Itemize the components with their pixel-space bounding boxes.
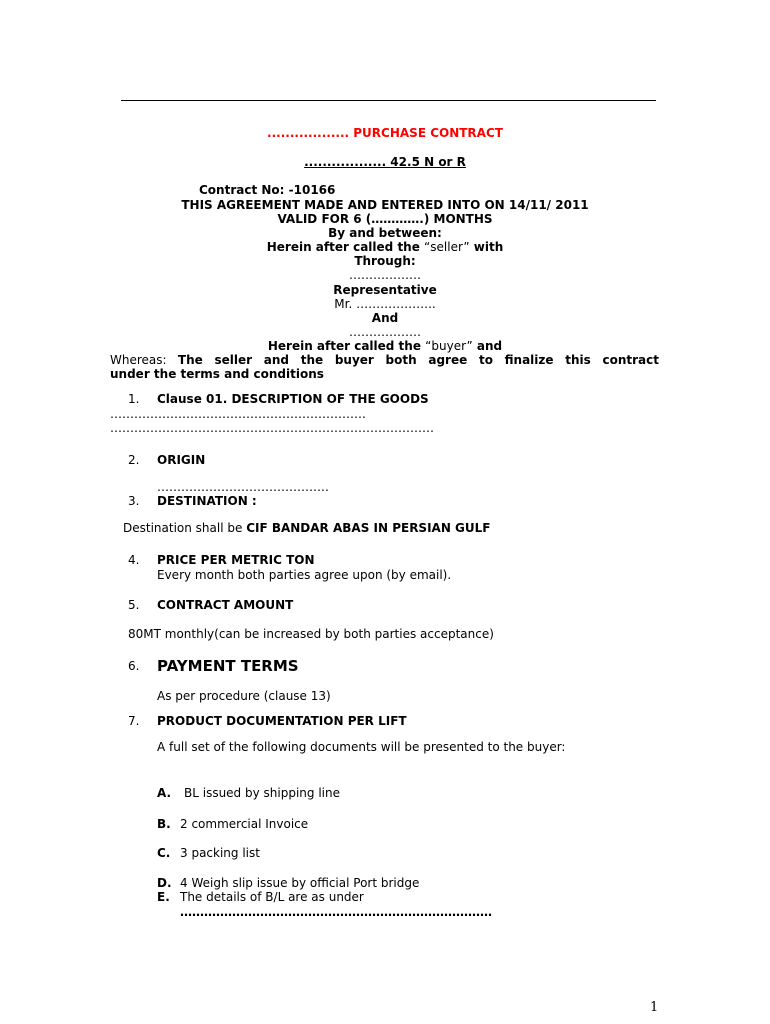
buyer-post: and [472, 339, 503, 353]
agreement-line: THIS AGREEMENT MADE AND ENTERED INTO ON 14/11/ 2011 [181, 198, 589, 212]
doc-b-letter: B. [157, 817, 171, 831]
contract-subtitle: .................. 42.5 N or R [304, 155, 466, 169]
clause-2-title: ORIGIN [157, 453, 206, 467]
clause-2-number: 2. [128, 453, 140, 467]
clause-5-number: 5. [128, 598, 140, 612]
seller-pre: Herein after called the [266, 240, 425, 254]
doc-c-letter: C. [157, 846, 171, 860]
clause-5-title: CONTRACT AMOUNT [157, 598, 294, 612]
buyer-pre: Herein after called the [267, 339, 426, 353]
doc-a-text: BL issued by shipping line [184, 786, 340, 800]
clause-3-title: DESTINATION : [157, 494, 257, 508]
seller-line [110, 240, 660, 254]
doc-c-text: 3 packing list [180, 846, 260, 860]
buyer-word: “buyer” [425, 339, 473, 353]
clause-7-title: PRODUCT DOCUMENTATION PER LIFT [157, 714, 407, 728]
whereas-text-1: The seller and the buyer both agree to finalize this contract [177, 353, 659, 367]
top-rule [121, 100, 656, 101]
whereas-line-2: under the terms and conditions [110, 367, 324, 381]
doc-a-letter: A. [157, 786, 172, 800]
through-dots: ……………… [349, 268, 421, 282]
representative-label: Representative [333, 283, 437, 297]
clause-1-title: Clause 01. DESCRIPTION OF THE GOODS [157, 392, 429, 406]
destination-pre: Destination shall be [123, 521, 247, 535]
through-label: Through: [354, 254, 416, 268]
doc-e-text: The details of B/L are as under [180, 890, 364, 904]
clause-3-text [123, 521, 491, 535]
clause-7-text: A full set of the following documents will be presented to the buyer: [157, 740, 566, 754]
clause-6-number: 6. [128, 659, 140, 673]
whereas-label: Whereas: [110, 353, 167, 367]
whereas-line-1 [110, 353, 659, 367]
valid-line: VALID FOR 6 (………….) MONTHS [277, 212, 493, 226]
clause-4-number: 4. [128, 553, 140, 567]
clause-1-dots-2: ……………………………………………………………………… [110, 421, 434, 435]
doc-e-letter: E. [157, 890, 170, 904]
clause-5-text: 80MT monthly(can be increased by both parties acceptance) [128, 627, 494, 641]
doc-d-letter: D. [157, 876, 172, 890]
buyer-dots: ……………… [349, 325, 421, 339]
clause-1-number: 1. [128, 392, 140, 406]
seller-post: with [469, 240, 504, 254]
seller-word: “seller” [424, 240, 470, 254]
bl-details-dots: …………………………………………………………………… [180, 905, 492, 919]
and-label: And [371, 311, 399, 325]
doc-d-text: 4 Weigh slip issue by official Port bridge [180, 876, 420, 890]
by-between: By and between: [328, 226, 442, 240]
contract-number: Contract No: -10166 [199, 183, 336, 197]
clause-4-text: Every month both parties agree upon (by email). [157, 568, 452, 582]
contract-title: .................. PURCHASE CONTRACT [267, 126, 503, 140]
clause-4-title: PRICE PER METRIC TON [157, 553, 315, 567]
doc-b-text: 2 commercial Invoice [180, 817, 309, 831]
clause-1-dots-1: ………………………………………………………. [110, 407, 366, 421]
clause-2-dots: ……………………………………. [157, 480, 329, 494]
clause-7-number: 7. [128, 714, 140, 728]
destination-value: CIF BANDAR ABAS IN PERSIAN GULF [246, 521, 491, 535]
buyer-line [110, 339, 660, 353]
clause-6-title: PAYMENT TERMS [157, 657, 299, 675]
clause-3-number: 3. [128, 494, 140, 508]
page-number: 1 [650, 1000, 659, 1015]
clause-6-text: As per procedure (clause 13) [157, 689, 331, 703]
mr-line: Mr. ……………….. [334, 297, 436, 311]
